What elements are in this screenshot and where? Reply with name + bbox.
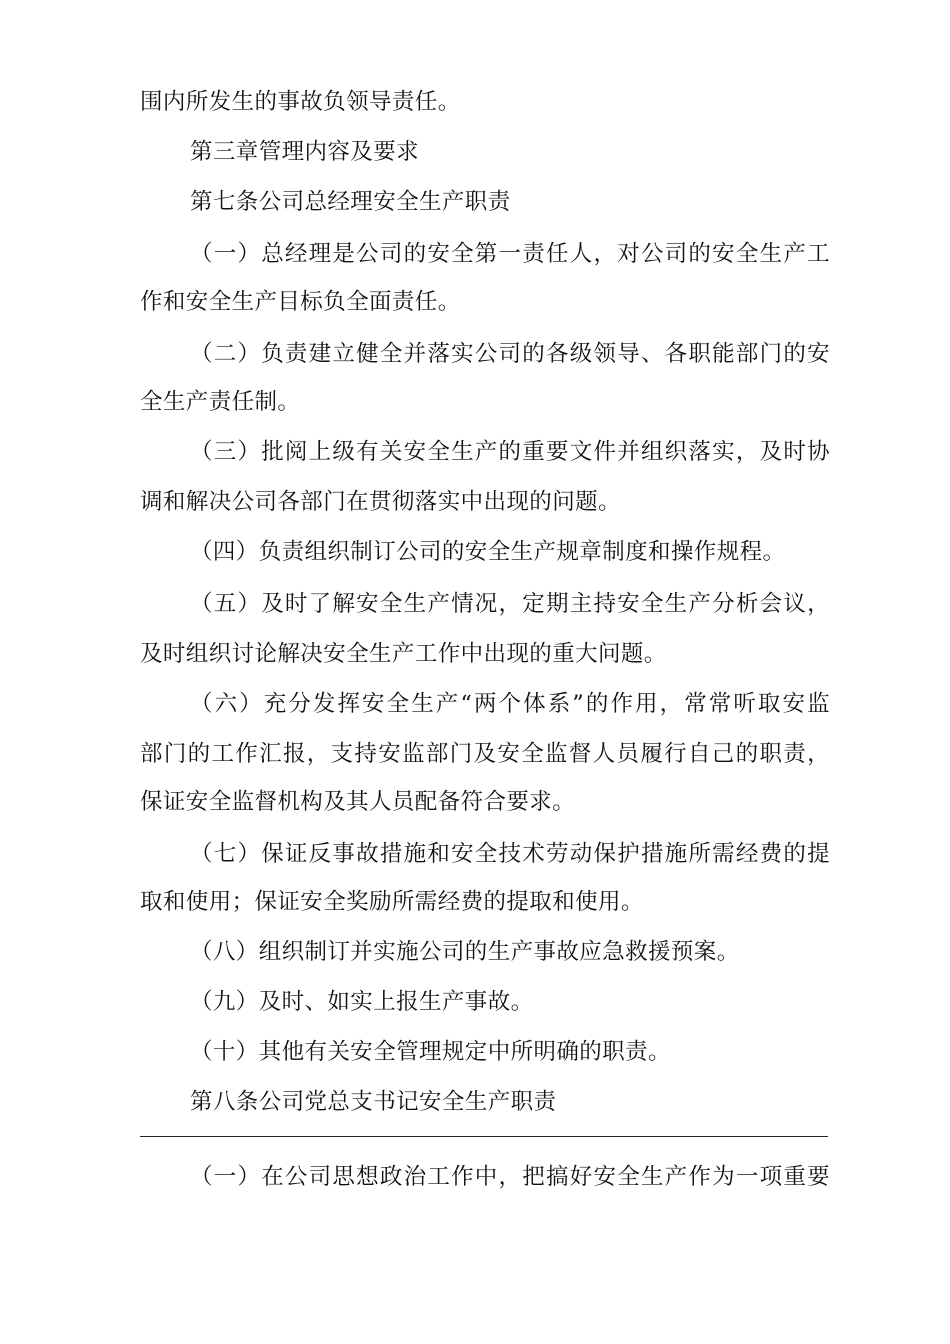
paragraph-line: 全生产责任制。: [140, 389, 301, 415]
paragraph-line: （二）负责建立健全并落实公司的各级领导、各职能部门的安: [190, 341, 830, 367]
paragraph-line: （四）负责组织制订公司的安全生产规章制度和操作规程。: [190, 539, 786, 565]
paragraph-line: 保证安全监督机构及其人员配备符合要求。: [140, 789, 576, 815]
paragraph-line: （五）及时了解安全生产情况，定期主持安全生产分析会议，: [190, 591, 830, 617]
paragraph-line: 取和使用；保证安全奖励所需经费的提取和使用。: [140, 889, 644, 915]
paragraph-line: （九）及时、如实上报生产事故。: [190, 989, 534, 1015]
paragraph-line: 围内所发生的事故负领导责任。: [140, 89, 461, 115]
chapter-heading: 第三章管理内容及要求: [190, 139, 420, 165]
page-divider: [140, 1136, 828, 1137]
paragraph-line: 及时组织讨论解决安全生产工作中出现的重大问题。: [140, 641, 667, 667]
paragraph-line: （十）其他有关安全管理规定中所明确的职责。: [190, 1039, 671, 1065]
paragraph-line: 作和安全生产目标负全面责任。: [140, 289, 461, 315]
article-heading: 第八条公司党总支书记安全生产职责: [190, 1089, 557, 1115]
paragraph-line: 部门的工作汇报，支持安监部门及安全监督人员履行自己的职责，: [140, 741, 830, 767]
paragraph-line: （三）批阅上级有关安全生产的重要文件并组织落实，及时协: [190, 439, 830, 465]
paragraph-line: （七）保证反事故措施和安全技术劳动保护措施所需经费的提: [190, 841, 830, 867]
paragraph-line: （一）总经理是公司的安全第一责任人，对公司的安全生产工: [190, 241, 830, 267]
article-heading: 第七条公司总经理安全生产职责: [190, 189, 511, 215]
paragraph-line: （一）在公司思想政治工作中，把搞好安全生产作为一项重要: [190, 1164, 830, 1190]
paragraph-line: （六）充分发挥安全生产“两个体系”的作用，常常听取安监: [190, 691, 830, 717]
paragraph-line: （八）组织制订并实施公司的生产事故应急救援预案。: [190, 939, 740, 965]
paragraph-line: 调和解决公司各部门在贯彻落实中出现的问题。: [140, 489, 621, 515]
